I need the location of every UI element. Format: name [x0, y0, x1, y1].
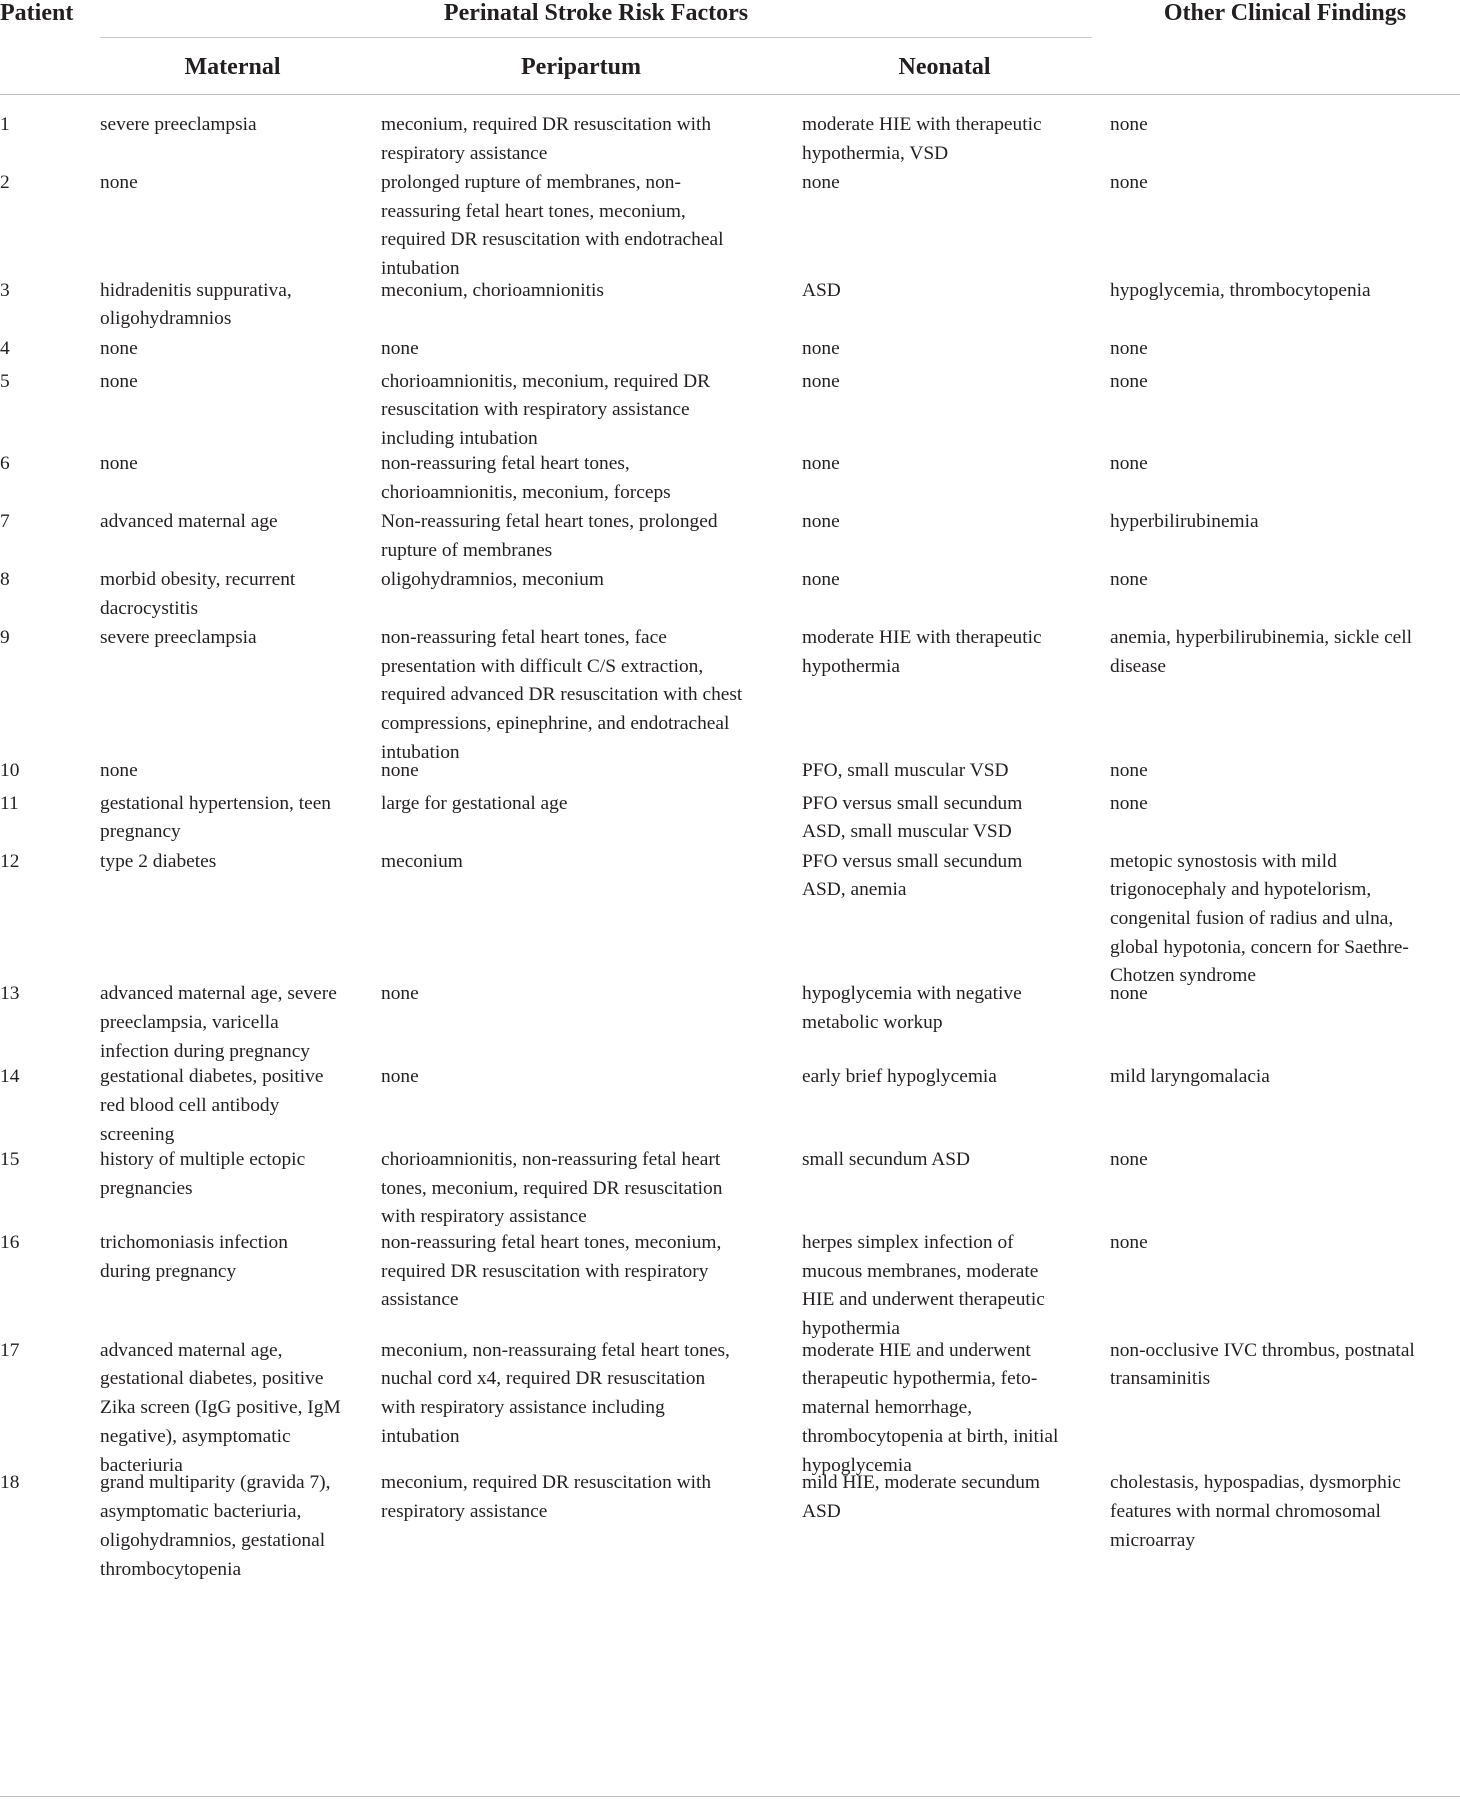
cell-patient: 13 [0, 983, 20, 1005]
cell-other: none [1110, 453, 1148, 475]
cell-patient: 17 [0, 1339, 20, 1361]
cell-maternal: none [100, 171, 138, 193]
table-row [0, 848, 1460, 987]
cell-neonatal: moderate HIE with therapeutic hypothermia, VSD [802, 114, 1042, 164]
cell-maternal: advanced maternal age, severe preeclampsia, varicella infection during pregnancy [100, 983, 337, 1062]
cell-maternal: type 2 diabetes [100, 850, 217, 872]
cell-neonatal: none [802, 337, 840, 359]
cell-peripartum: non-reassuring fetal heart tones, face presentation with difficult C/S extraction, required advanced DR resuscitation with chest compressions, epinephrine, and endotracheal intubation [381, 627, 743, 763]
table-row [0, 1469, 1460, 1580]
cell-peripartum: meconium, chorioamnionitis [381, 279, 604, 301]
header-other-findings: Other Clinical Findings [1163, 0, 1407, 26]
cell-other: anemia, hyperbilirubinemia, sickle cell disease [1110, 627, 1413, 677]
table-row [0, 757, 1460, 790]
cell-peripartum: none [381, 337, 419, 359]
cell-other: none [1110, 983, 1148, 1005]
cell-other: none [1110, 370, 1148, 392]
cell-patient: 3 [0, 279, 10, 301]
table-row [0, 169, 1460, 277]
cell-other: none [1110, 1231, 1148, 1253]
table-row [0, 368, 1460, 451]
cell-neonatal: moderate HIE with therapeutic hypothermia [802, 627, 1042, 677]
cell-maternal: gestational diabetes, positive red blood cell antibody screening [100, 1066, 324, 1145]
cell-patient: 18 [0, 1472, 20, 1494]
cell-peripartum: prolonged rupture of membranes, non- reassuring fetal heart tones, meconium, required DR resuscitation with endotracheal intubation [381, 171, 724, 279]
cell-maternal: advanced maternal age, gestational diabetes, positive Zika screen (IgG positive, IgM negative), asymptomatic bacteriuria [100, 1339, 341, 1476]
cell-neonatal: moderate HIE and underwent therapeutic hypothermia, feto- maternal hemorrhage, thrombocytopenia at birth, initial hypoglycemia [802, 1339, 1059, 1476]
table-row [0, 624, 1460, 763]
cell-peripartum: non-reassuring fetal heart tones, meconium, required DR resuscitation with respiratory assistance [381, 1231, 722, 1311]
cell-patient: 11 [0, 792, 19, 814]
cell-maternal: gestational hypertension, teen pregnancy [100, 792, 332, 843]
cell-patient: 16 [0, 1231, 20, 1253]
cell-maternal: grand multiparity (gravida 7), asymptomatic bacteriuria, oligohydramnios, gestational thrombocytopenia [100, 1472, 331, 1580]
header-risk-factors: Perinatal Stroke Risk Factors [443, 0, 749, 26]
cell-maternal: none [100, 453, 138, 475]
cell-peripartum: chorioamnionitis, non-reassuring fetal heart tones, meconium, required DR resuscitation with respiratory assistance [381, 1149, 723, 1228]
cell-neonatal: none [802, 370, 840, 392]
cell-peripartum: non-reassuring fetal heart tones, chorioamnionitis, meconium, forceps [381, 453, 671, 504]
cell-patient: 6 [0, 453, 10, 475]
cell-neonatal: none [802, 453, 840, 475]
table-row [0, 450, 1460, 508]
cell-neonatal: small secundum ASD [802, 1149, 971, 1171]
table-row [0, 980, 1460, 1063]
table-row [0, 335, 1460, 368]
cell-other: none [1110, 171, 1148, 193]
cell-maternal: morbid obesity, recurrent dacrocystitis [100, 569, 296, 619]
cell-patient: 5 [0, 370, 10, 392]
table-row [0, 1337, 1460, 1476]
table-row [0, 1229, 1460, 1337]
table-row [0, 277, 1460, 335]
cell-maternal: none [100, 337, 138, 359]
cell-peripartum: none [381, 1066, 419, 1088]
cell-other: none [1110, 114, 1148, 135]
cell-maternal: history of multiple ectopic pregnancies [100, 1149, 306, 1199]
cell-patient: 14 [0, 1066, 20, 1088]
cell-maternal: advanced maternal age [100, 511, 278, 533]
cell-neonatal: none [802, 171, 840, 193]
cell-peripartum: none [381, 759, 419, 781]
cell-maternal: severe preeclampsia [100, 114, 257, 135]
cell-maternal: severe preeclampsia [100, 627, 257, 649]
cell-peripartum: meconium, required DR resuscitation with respiratory assistance [381, 1472, 712, 1523]
cell-other: metopic synostosis with mild trigonocephaly and hypotelorism, congenital fusion of radius and ulna, global hypotonia, concern for Saethre- Chotzen syndrome [1110, 850, 1409, 987]
cell-maternal: none [100, 370, 138, 392]
cell-other: none [1110, 1149, 1148, 1171]
table-row [0, 790, 1460, 848]
cell-patient: 8 [0, 569, 10, 591]
cell-patient: 7 [0, 511, 10, 533]
cell-maternal: none [100, 759, 138, 781]
cell-peripartum: large for gestational age [381, 792, 568, 814]
cell-other: none [1110, 569, 1148, 591]
cell-other: hypoglycemia, thrombocytopenia [1110, 279, 1371, 301]
table-bottom-rule [0, 1796, 1460, 1797]
cell-neonatal: none [802, 511, 840, 533]
cell-peripartum: oligohydramnios, meconium [381, 569, 604, 591]
header-neonatal: Neonatal [898, 54, 991, 80]
cell-patient: 4 [0, 337, 10, 359]
cell-other: mild laryngomalacia [1110, 1066, 1270, 1088]
cell-neonatal: PFO versus small secundum ASD, anemia [802, 850, 1023, 901]
cell-patient: 10 [0, 759, 20, 781]
cell-neonatal: mild HIE, moderate secundum ASD [802, 1472, 1041, 1523]
table-row [0, 1063, 1460, 1146]
cell-neonatal: hypoglycemia with negative metabolic workup [802, 983, 1022, 1034]
table-row [0, 1146, 1460, 1229]
header-peripartum: Peripartum [521, 54, 641, 80]
cell-peripartum: chorioamnionitis, meconium, required DR resuscitation with respiratory assistance including intubation [381, 370, 711, 449]
header-rule [0, 94, 1460, 95]
cell-peripartum: meconium [381, 850, 463, 872]
cell-maternal: trichomoniasis infection during pregnancy [100, 1231, 288, 1282]
cell-neonatal: none [802, 569, 840, 591]
table-row [0, 566, 1460, 624]
cell-peripartum: none [381, 983, 419, 1005]
cell-other: hyperbilirubinemia [1110, 511, 1259, 533]
cell-patient: 2 [0, 171, 10, 193]
table-row [0, 111, 1460, 169]
cell-other: cholestasis, hypospadias, dysmorphic features with normal chromosomal microarray [1110, 1472, 1401, 1551]
cell-neonatal: early brief hypoglycemia [802, 1066, 997, 1088]
cell-peripartum: meconium, non-reassuraing fetal heart tones, nuchal cord x4, required DR resuscitation with respiratory assistance including intubation [381, 1339, 730, 1447]
cell-maternal: hidradenitis suppurativa, oligohydramnios [100, 279, 292, 330]
header-patient: Patient [0, 0, 74, 26]
cell-patient: 15 [0, 1149, 20, 1171]
cell-neonatal: herpes simplex infection of mucous membranes, moderate HIE and underwent therapeutic hypothermia [802, 1231, 1045, 1339]
header-divider [100, 37, 1092, 38]
table-header-sub [0, 52, 1460, 86]
cell-neonatal: PFO, small muscular VSD [802, 759, 1009, 781]
cell-patient: 12 [0, 850, 20, 872]
cell-peripartum: meconium, required DR resuscitation with respiratory assistance [381, 114, 712, 164]
table-body [0, 111, 1460, 1580]
cell-peripartum: Non-reassuring fetal heart tones, prolonged rupture of membranes [381, 511, 718, 561]
cell-other: none [1110, 792, 1148, 814]
cell-other: none [1110, 337, 1148, 359]
cell-patient: 1 [0, 114, 10, 135]
header-maternal: Maternal [184, 54, 281, 80]
cell-neonatal: ASD [802, 279, 841, 301]
cell-other: non-occlusive IVC thrombus, postnatal transaminitis [1110, 1339, 1415, 1390]
cell-other: none [1110, 759, 1148, 781]
cell-patient: 9 [0, 627, 10, 649]
cell-neonatal: PFO versus small secundum ASD, small muscular VSD [802, 792, 1023, 843]
table-header-top [0, 0, 1460, 38]
table-row [0, 508, 1460, 566]
